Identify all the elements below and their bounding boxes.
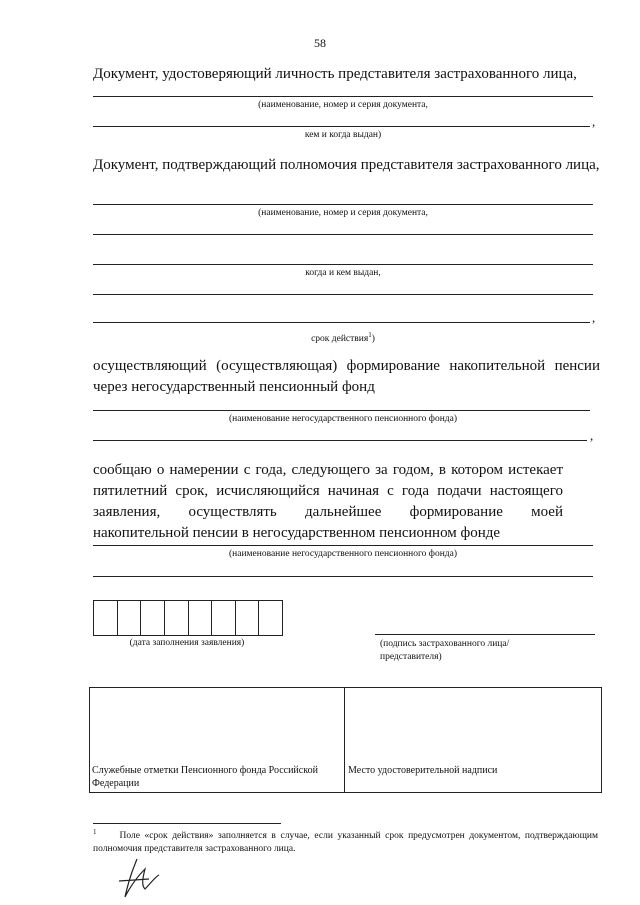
footnote-separator — [93, 823, 281, 824]
intention-statement: сообщаю о намерении с года, следующего за годом, в котором истекает пятилетний срок, исчисляющийся начиная с года подачи настоящего заявления, осуществлять дальнейшее формирование моей накопительной пенсии в негосударственном пенсионном фонде — [93, 462, 563, 541]
authority-document-line-5[interactable] — [93, 322, 590, 323]
new-fund-caption: (наименование негосударственного пенсионного фонда) — [229, 549, 457, 559]
footnote: $^1$ Поле «срок действия» заполняется в случае, если указанный срок предусмотрен документом, подтверждающим полномочия представителя застрахованного лица. — [93, 828, 598, 855]
date-cell[interactable] — [236, 601, 260, 635]
comma: , — [592, 310, 596, 325]
signature-label-2: представителя) — [380, 652, 442, 662]
identity-document-caption-1: (наименование, номер и серия документа, — [258, 100, 428, 110]
certification-place-label: Место удостоверительной надписи — [348, 765, 498, 776]
date-cell[interactable] — [94, 601, 118, 635]
pension-formation-text: осуществляющий (осуществляющая) формирование накопительной пенсии через негосударственный пенсионный фонд — [93, 358, 600, 395]
date-cell[interactable] — [259, 601, 282, 635]
identity-document-line-1[interactable] — [93, 96, 593, 97]
date-cell[interactable] — [141, 601, 165, 635]
authority-document-caption-1: (наименование, номер и серия документа, — [258, 208, 428, 218]
authority-document-line-3[interactable] — [93, 264, 593, 265]
date-label: (дата заполнения заявления) — [129, 638, 245, 648]
date-input-boxes[interactable] — [93, 600, 283, 636]
pension-fund-marks-cell[interactable] — [90, 688, 345, 792]
date-cell[interactable] — [165, 601, 189, 635]
official-marks-table — [89, 687, 602, 793]
page-number: 58 — [314, 36, 326, 50]
authority-document-line-2[interactable] — [93, 234, 593, 235]
validity-caption: срок действия$^1$) — [311, 331, 375, 345]
date-cell[interactable] — [212, 601, 236, 635]
current-fund-caption: (наименование негосударственного пенсионного фонда) — [229, 414, 457, 424]
identity-document-line-2[interactable] — [93, 126, 590, 127]
authority-document-caption-2: когда и кем выдан, — [305, 268, 381, 278]
handwritten-signature-mark — [115, 855, 175, 905]
current-fund-line[interactable] — [93, 410, 590, 411]
authority-document-heading: Документ, подтверждающий полномочия представителя застрахованного лица, — [93, 157, 600, 173]
identity-document-heading: Документ, удостоверяющий личность представителя застрахованного лица, — [93, 66, 577, 82]
authority-document-line-4[interactable] — [93, 294, 593, 295]
date-cell[interactable] — [189, 601, 213, 635]
comma: , — [592, 114, 596, 129]
authority-document-line-1[interactable] — [93, 204, 593, 205]
date-cell[interactable] — [118, 601, 142, 635]
new-fund-line[interactable] — [93, 545, 593, 546]
signature-label-1: (подпись застрахованного лица/ — [380, 639, 510, 649]
pension-fund-marks-label: Служебные отметки Пенсионного фонда Российской Федерации — [92, 765, 318, 789]
current-fund-line-2[interactable] — [93, 440, 587, 441]
identity-document-caption-2: кем и когда выдан) — [304, 130, 382, 140]
new-fund-line-2[interactable] — [93, 576, 593, 577]
signature-line[interactable] — [375, 634, 595, 635]
comma: , — [590, 428, 594, 443]
